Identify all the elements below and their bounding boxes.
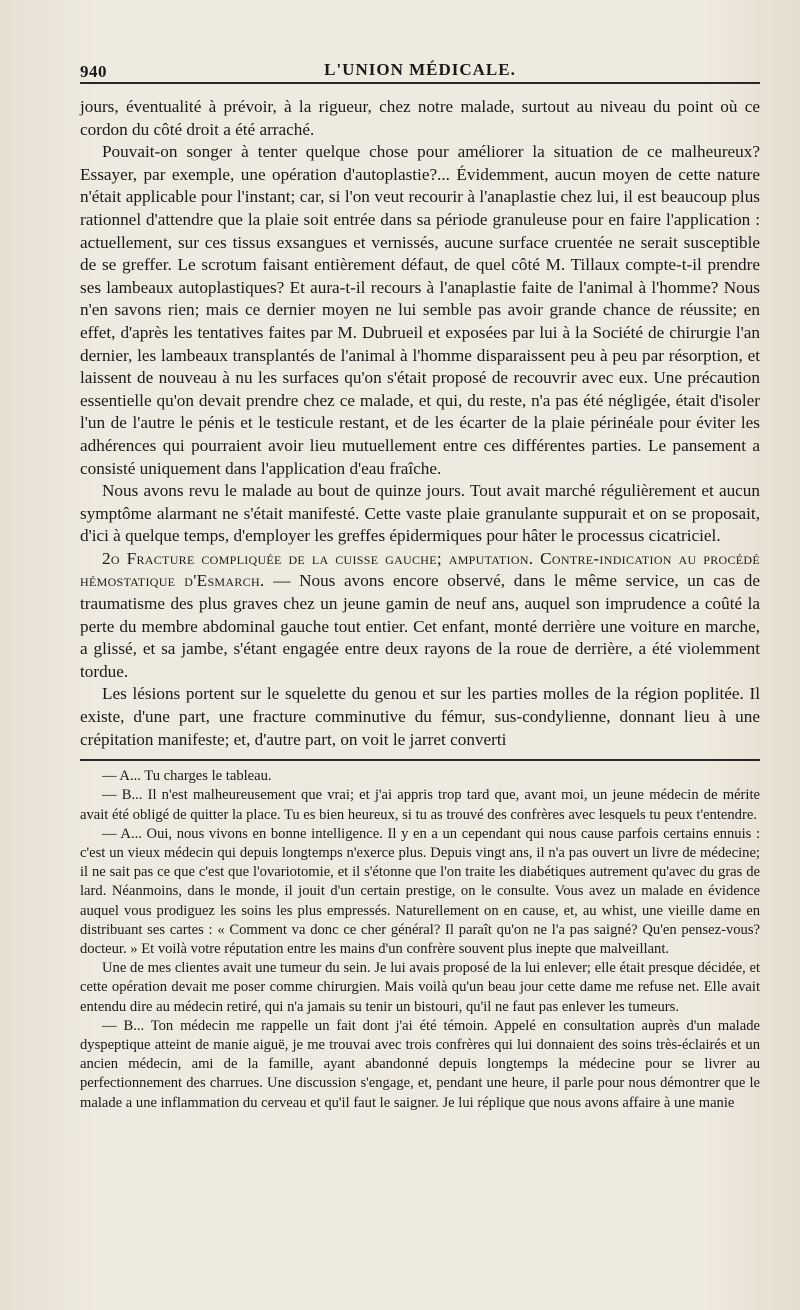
paragraph-followup: Nous avons revu le malade au bout de quinze jours. Tout avait marché régulièrement et aucun symptôme alarmant ne s'était manifesté. Cette vaste plaie granulante suppurait et on se proposait, d'ici à quelque temps, d'employer les greffes épidermiques pour hâter le processus cicatriciel.	[80, 481, 760, 546]
paragraph-lesions: Les lésions portent sur le squelette du genou et sur les parties molles de la région poplitée. Il existe, d'une part, une fracture comminutive du fémur, sus-condylienne, donnant lieu à une crépitation manifeste; et, d'autre part, on voit le jarret converti	[80, 684, 760, 749]
paragraph-autoplastie: Pouvait-on songer à tenter quelque chose pour améliorer la situation de ce malheureux? Essayer, par exemple, une opération d'autoplastie?... Évidemment, aucun moyen de cette nature n'était applicable pour l'instant; car, si l'on veut recourir à l'anaplastie chez lui, il est beaucoup plus rationnel d'attendre que la plaie soit entrée dans sa période granuleuse pour en faire l'application : actuellement, sur ces tissus exsangues et vernissés, aucune surface cruentée ne serait susceptible de se greffer. Le scrotum faisant entièrement défaut, de quel côté M. Tillaux compte-t-il prendre ses lambeaux autoplastiques? Et aura-t-il recours à l'anaplastie faite de l'animal à l'homme? Nous n'en savons rien; mais ce dernier moyen ne lui semble pas avoir grande chance de réussite; en effet, d'après les tentatives faites par M. Dubrueil et exposées par lui à la Société de chirurgie l'an dernier, les lambeaux transplantés de l'animal à l'homme disparaissent peu à peu par résorption, et laissent de nouveau à nu les surfaces qu'on s'était proposé de recouvrir avec eux. Une précaution essentielle qu'on devait prendre chez ce malade, et qui, du reste, n'a pas été négligée, était d'isoler l'un de l'autre le pénis et le testicule restant, et de les écarter de la plaie périnéale pour éviter les adhérences qui pourraient avoir lieu mutuellement entre ces différentes parties. Le pansement a consisté uniquement dans l'application d'eau fraîche.	[80, 142, 760, 478]
section-heading: 2o Fracture compliquée de la cuisse gauche; amputation. Contre-indication au procédé hémostatique d'Esmarch.	[80, 548, 760, 591]
section-intro: — Nous avons encore observé, dans le même service, un cas de traumatisme des plus graves chez un jeune gamin de neuf ans, auquel son imprudence a coûté la perte du membre abdominal gauche tout entier. Cet enfant, monté derrière une voiture en marche, a glissé, et sa jambe, s'étant engagée entre deux rayons de la roue de derrière, a été violemment tordue.	[80, 571, 761, 681]
feuilleton-line: Une de mes clientes avait une tumeur du sein. Je lui avais proposé de la lui enlever; elle était presque décidée, et cette opération devait me poser comme chirurgien. Mais voilà qu'un beau jour cette dame me refuse net. Elle avait entendu dire au médecin retiré, qui n'a jamais su tenir un bistouri, qu'il ne faut pas enlever les tumeurs.	[80, 960, 760, 1015]
feuilleton-line: — B... Il n'est malheureusement que vrai; et j'ai appris trop tard que, avant moi, un jeune médecin de mérite avait été obligé de quitter la place. Tu es bien heureux, si tu as trouvé des confrères avec lesquels tu peux t'entendre.	[80, 787, 760, 823]
feuilleton-line: — B... Ton médecin me rappelle un fait dont j'ai été témoin. Appelé en consultation auprès d'un malade dyspeptique atteint de manie aiguë, je me trouvai avec trois confrères qui lui donnaient des soins très-éclairés et un ancien médecin, ami de la famille, ayant abandonné depuis longtemps la médecine pour se livrer au perfectionnement des charrues. Une discussion s'engage, et, pendant une heure, il parle pour nous démontrer que le malade a une inflammation du cerveau et qu'il faut le saigner. Je lui réplique que nous avons affaire à une manie	[80, 1017, 760, 1111]
page-header	[80, 48, 760, 84]
page-number: 940	[80, 62, 107, 81]
feuilleton-line: — A... Oui, nous vivons en bonne intelligence. Il y en a un cependant qui nous cause parfois certains ennuis : c'est un vieux médecin qui depuis longtemps n'exerce plus. Depuis vingt ans, il n'a pas ouvert un livre de médecine; il ne sait pas ce que c'est que l'ovariotomie, et il s'étonne que l'on traite les diabétiques autrement qu'avec du gras de lard. Néanmoins, dans le monde, il jouit d'un certain prestige, on le consulte. Vous avez un malade en évidence auquel vous prodiguez les soins les plus empressés. Naturellement on en cause, et, au whist, une vieille dame en distribuant ses cartes : « Comment va donc ce cher général? Il paraît qu'on ne l'a pas saigné? Qu'en pensez-vous? docteur. » Et voilà votre réputation entre les mains d'un confrère souvent plus inepte que malveillant.	[80, 825, 760, 958]
feuilleton-line: — A... Tu charges le tableau.	[102, 768, 272, 785]
feuilleton-column	[80, 767, 760, 1113]
section-paragraph	[80, 548, 760, 684]
running-title: L'UNION MÉDICALE.	[324, 60, 516, 79]
paragraph-continuation: jours, éventualité à prévoir, à la rigueur, chez notre malade, surtout au niveau du point où ce cordon du côté droit a été arraché.	[80, 97, 760, 139]
feuilleton-divider	[80, 759, 760, 761]
main-column	[80, 96, 760, 751]
